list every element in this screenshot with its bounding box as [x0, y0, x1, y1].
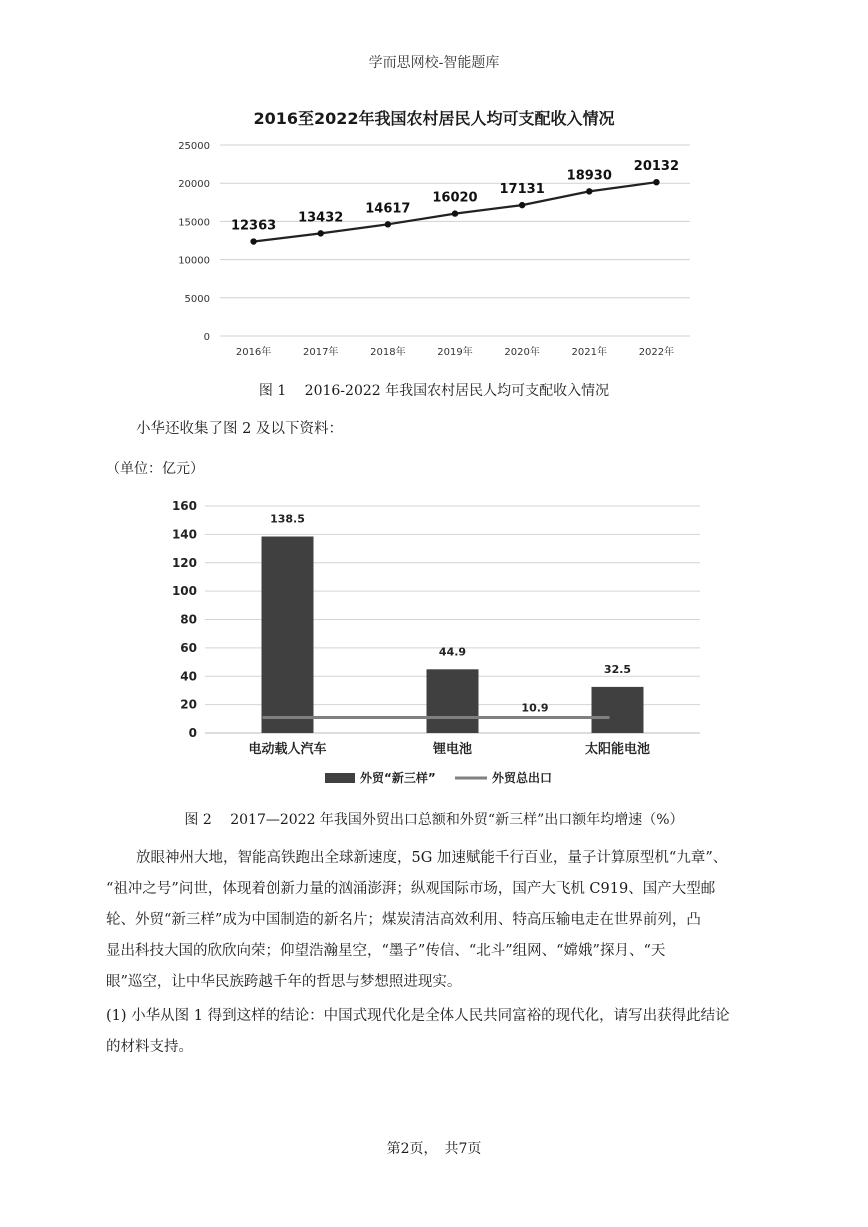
- paragraph-line: 眼”巡空，让中华民族跨越千年的哲思与梦想照进现实。: [106, 974, 462, 990]
- chart1-y-tick-label: 10000: [178, 255, 210, 267]
- intro-text: 小华还收集了图 2 及以下资料：: [136, 421, 343, 437]
- legend-label-total: 外贸总出口: [492, 771, 553, 785]
- chart2-y-tick-label: 0: [188, 726, 197, 740]
- chart2-y-tick-label: 20: [180, 697, 197, 712]
- material-paragraph: [106, 843, 846, 998]
- chart1-data-point: [250, 238, 256, 244]
- chart2-x-tick-label: 太阳能电池: [584, 742, 651, 757]
- question-line: (1) 小华从图 1 得到这样的结论：中国式现代化是全体人民共同富裕的现代化，请写出获得此结论: [106, 1008, 730, 1024]
- chart2-x-tick-label: 电动载人汽车: [248, 742, 327, 757]
- chart1-x-tick-label: 2021年: [571, 347, 608, 358]
- unit-label: （单位：亿元）: [106, 461, 204, 477]
- chart1-data-label: 14617: [365, 201, 411, 217]
- paragraph-line: 显出科技大国的欣欣向荣；仰望浩瀚星空，“墨子”传信、“北斗”组网、“嫦娥”探月、“天: [106, 943, 666, 959]
- chart1-data-point: [653, 179, 659, 185]
- paragraph-line: 轮、外贸“新三样”成为中国制造的新名片；煤炭清洁高效利用、特高压输电走在世界前列，凸: [106, 912, 701, 928]
- chart2-y-tick-label: 40: [180, 669, 197, 684]
- export-bar-chart: [0, 490, 868, 800]
- chart2-legend: [325, 770, 552, 785]
- total-export-value-label: 10.9: [521, 701, 549, 715]
- question-1: [106, 1001, 846, 1063]
- page-footer: 第2页， 共7页: [386, 1141, 482, 1157]
- chart2-bar: [592, 687, 644, 733]
- chart2-y-tick-label: 120: [171, 555, 197, 570]
- chart1-y-tick-label: 0: [203, 332, 210, 343]
- chart2-y-tick-label: 160: [171, 499, 197, 513]
- chart2-x-tick-label: 锂电池: [432, 742, 473, 757]
- paragraph-line: 放眼神州大地，智能高铁跑出全球新速度，5G 加速赋能千行百业，量子计算原型机“九章”、: [136, 850, 728, 866]
- chart1-data-label: 12363: [230, 218, 277, 234]
- chart1-data-point: [519, 202, 525, 208]
- chart1-y-tick-label: 5000: [184, 293, 210, 305]
- chart2-y-tick-label: 100: [171, 584, 197, 599]
- chart1-data-label: 16020: [432, 190, 478, 206]
- chart1-y-tick-label: 15000: [178, 217, 210, 229]
- chart1-x-tick-label: 2017年: [302, 347, 339, 358]
- chart1-y-tick-label: 20000: [178, 179, 210, 191]
- chart1-data-point: [452, 210, 458, 216]
- chart1-data-label: 13432: [298, 210, 344, 226]
- chart2-y-tick-label: 80: [180, 612, 197, 627]
- chart2-bar-value-label: 138.5: [270, 512, 305, 526]
- chart1-x-tick-label: 2020年: [504, 347, 540, 358]
- chart2-bar-value-label: 32.5: [603, 662, 632, 676]
- chart2-bar-value-label: 44.9: [438, 645, 467, 659]
- chart1-x-tick-label: 2022年: [638, 347, 675, 358]
- chart2-y-tick-label: 140: [171, 527, 197, 542]
- chart1-x-tick-label: 2019年: [437, 347, 473, 358]
- chart1-data-point: [318, 230, 324, 236]
- chart2-bar: [262, 537, 314, 733]
- chart1-data-label: 18930: [566, 168, 612, 184]
- paragraph-line: “祖冲之号”问世，体现着创新力量的汹涌澎湃；纵观国际市场，国产大飞机 C919、国产大型邮: [106, 881, 716, 897]
- legend-label-new-three: 外贸“新三样”: [360, 771, 436, 785]
- chart2-bar: [427, 669, 479, 733]
- figure1-caption: 图 1 2016-2022 年我国农村居民人均可支配收入情况: [258, 383, 610, 399]
- chart2-y-tick-label: 60: [180, 640, 197, 655]
- figure2-caption: 图 2 2017—2022 年我国外贸出口总额和外贸“新三样”出口额年均增速（%）: [184, 812, 684, 828]
- chart1-data-label: 20132: [633, 159, 680, 175]
- income-line-chart: [0, 130, 868, 370]
- question-line: 的材料支持。: [106, 1039, 193, 1055]
- chart1-data-label: 17131: [499, 182, 545, 198]
- chart1-data-point: [586, 188, 592, 194]
- chart1-title: 2016至2022年我国农村居民人均可支配收入情况: [253, 109, 615, 128]
- page-header: 学而思网校-智能题库: [368, 55, 500, 71]
- chart1-x-tick-label: 2016年: [235, 347, 272, 358]
- legend-swatch-new-three: [325, 773, 355, 783]
- chart1-data-point: [385, 221, 391, 227]
- chart1-y-tick-label: 25000: [178, 141, 210, 152]
- chart1-x-tick-label: 2018年: [370, 347, 406, 358]
